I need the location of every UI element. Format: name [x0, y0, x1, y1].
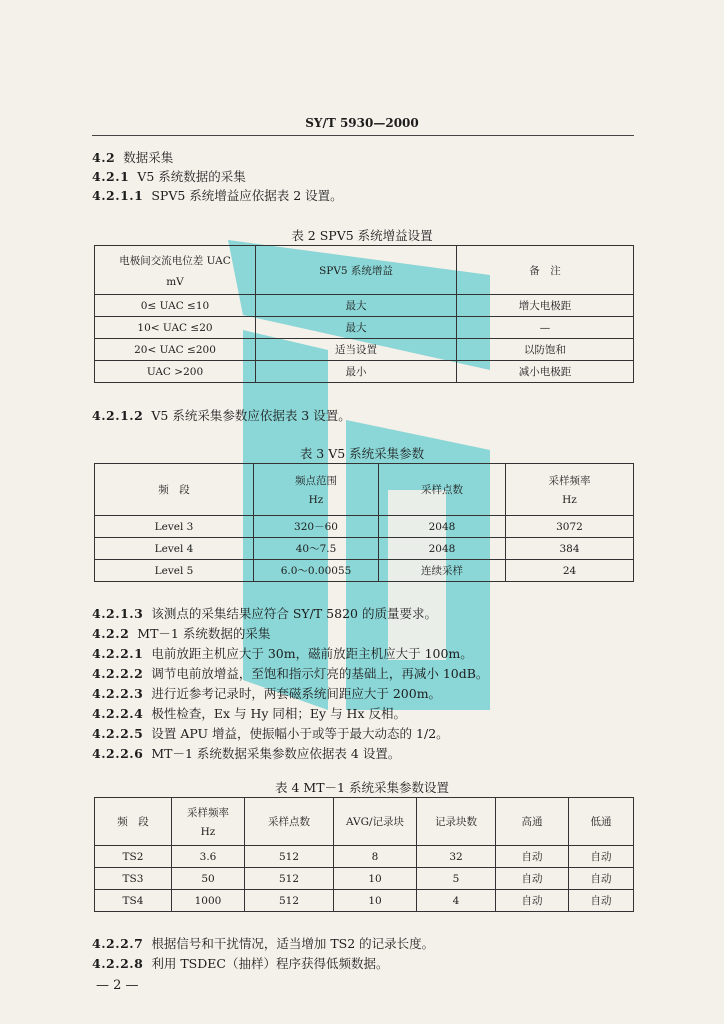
- table-cell: 50: [172, 868, 245, 890]
- section-4-2-1-3: 4.2.1.3 该测点的采集结果应符合 SY/T 5820 的质量要求。: [92, 606, 437, 621]
- table-cell: 1000: [172, 890, 245, 912]
- table-header-row: [95, 246, 634, 295]
- table-cell: 以防饱和: [457, 339, 634, 361]
- table-cell: 10: [334, 868, 417, 890]
- table-cell: 增大电极距: [457, 295, 634, 317]
- table-row: [95, 317, 634, 339]
- header-cell: 采样频率 Hz: [172, 798, 245, 846]
- section-4-2-2-2: 4.2.2.2 调节电前放增益，至饱和指示灯亮的基础上，再减小 10dB。: [92, 666, 489, 681]
- table-cell: 连续采样: [379, 560, 506, 582]
- header-cell: 采样频率 Hz: [506, 464, 634, 516]
- table-cell: 最大: [256, 317, 457, 339]
- table-cell: 自动: [569, 846, 634, 868]
- table-cell: 32: [417, 846, 496, 868]
- header-rule: [92, 135, 634, 136]
- standard-number: SY/T 5930—2000: [305, 116, 419, 130]
- table-cell: 20< UAC ≤200: [95, 339, 256, 361]
- table-cell: 4: [417, 890, 496, 912]
- table-cell: 2048: [379, 516, 506, 538]
- table-cell: 24: [506, 560, 634, 582]
- table-cell: 512: [245, 846, 334, 868]
- section-4-2-2-6: 4.2.2.6 MT－1 系统数据采集参数应依据表 4 设置。: [92, 746, 401, 761]
- table-cell: 最大: [256, 295, 457, 317]
- table-cell: 适当设置: [256, 339, 457, 361]
- table-header-row: [95, 798, 634, 846]
- table-row: [95, 560, 634, 582]
- section-4-2-1-2: 4.2.1.2 V5 系统采集参数应依据表 3 设置。: [92, 408, 351, 423]
- header-cell: 记录块数: [417, 798, 496, 846]
- table-cell: 3.6: [172, 846, 245, 868]
- table-2-caption: 表 2 SPV5 系统增益设置: [291, 228, 433, 243]
- header-cell: 频 段: [95, 798, 172, 846]
- section-4-2-2-5: 4.2.2.5 设置 APU 增益，使振幅小于或等于最大动态的 1/2。: [92, 726, 449, 741]
- table-cell: 自动: [569, 868, 634, 890]
- table-row: [95, 361, 634, 383]
- table-cell: Level 4: [95, 538, 254, 560]
- table-cell: 320－60: [254, 516, 379, 538]
- section-4-2: 4.2 数据采集: [92, 150, 174, 165]
- table-cell: 自动: [496, 846, 569, 868]
- table-cell: 10< UAC ≤20: [95, 317, 256, 339]
- table-header-row: [95, 464, 634, 516]
- header-cell: 高通: [496, 798, 569, 846]
- table-cell: 减小电极距: [457, 361, 634, 383]
- table-cell: 8: [334, 846, 417, 868]
- table-cell: 3072: [506, 516, 634, 538]
- table-cell: 512: [245, 868, 334, 890]
- header-cell: 采样点数: [245, 798, 334, 846]
- table-cell: TS3: [95, 868, 172, 890]
- table-row: [95, 538, 634, 560]
- section-4-2-2-7: 4.2.2.7 根据信号和干扰情况，适当增加 TS2 的记录长度。: [92, 936, 435, 951]
- table-cell: TS4: [95, 890, 172, 912]
- table-cell: 5: [417, 868, 496, 890]
- table-cell: 最小: [256, 361, 457, 383]
- header-cell: 低通: [569, 798, 634, 846]
- table-3-caption: 表 3 V5 系统采集参数: [299, 446, 425, 461]
- section-4-2-2-8: 4.2.2.8 利用 TSDEC（抽样）程序获得低频数据。: [92, 956, 389, 971]
- header-cell: 电极间交流电位差 UAC mV: [95, 246, 256, 295]
- table-cell: —: [457, 317, 634, 339]
- table-cell: 512: [245, 890, 334, 912]
- table-cell: 0≤ UAC ≤10: [95, 295, 256, 317]
- table-cell: Level 5: [95, 560, 254, 582]
- table-3: [94, 463, 634, 582]
- table-row: [95, 890, 634, 912]
- table-cell: 384: [506, 538, 634, 560]
- section-4-2-2-1: 4.2.2.1 电前放距主机应大于 30m，磁前放距主机应大于 100m。: [92, 646, 473, 661]
- header-cell: 采样点数: [379, 464, 506, 516]
- section-4-2-1: 4.2.1 V5 系统数据的采集: [92, 169, 246, 184]
- section-4-2-1-1: 4.2.1.1 SPV5 系统增益应依据表 2 设置。: [92, 188, 343, 203]
- table-row: [95, 846, 634, 868]
- table-cell: UAC >200: [95, 361, 256, 383]
- table-4-caption: 表 4 MT－1 系统采集参数设置: [275, 780, 449, 795]
- table-cell: 40～7.5: [254, 538, 379, 560]
- page-number: — 2 —: [96, 978, 139, 993]
- section-4-2-2-3: 4.2.2.3 进行近参考记录时，两套磁系统间距应大于 200m。: [92, 686, 442, 701]
- table-cell: TS2: [95, 846, 172, 868]
- header-cell: SPV5 系统增益: [256, 246, 457, 295]
- header-cell: 备 注: [457, 246, 634, 295]
- table-cell: 6.0～0.00055: [254, 560, 379, 582]
- section-4-2-2-4: 4.2.2.4 极性检查，Ex 与 Hy 同相；Ey 与 Hx 反相。: [92, 706, 406, 721]
- header-cell: 频 段: [95, 464, 254, 516]
- table-cell: 10: [334, 890, 417, 912]
- table-cell: 自动: [496, 868, 569, 890]
- table-cell: 自动: [569, 890, 634, 912]
- table-row: [95, 868, 634, 890]
- section-4-2-2: 4.2.2 MT－1 系统数据的采集: [92, 626, 271, 641]
- table-row: [95, 516, 634, 538]
- table-4: [94, 797, 634, 912]
- table-cell: 2048: [379, 538, 506, 560]
- table-2: [94, 245, 634, 383]
- table-row: [95, 295, 634, 317]
- header-cell: AVG/记录块: [334, 798, 417, 846]
- header-cell: 频点范围 Hz: [254, 464, 379, 516]
- table-cell: Level 3: [95, 516, 254, 538]
- table-row: [95, 339, 634, 361]
- table-cell: 自动: [496, 890, 569, 912]
